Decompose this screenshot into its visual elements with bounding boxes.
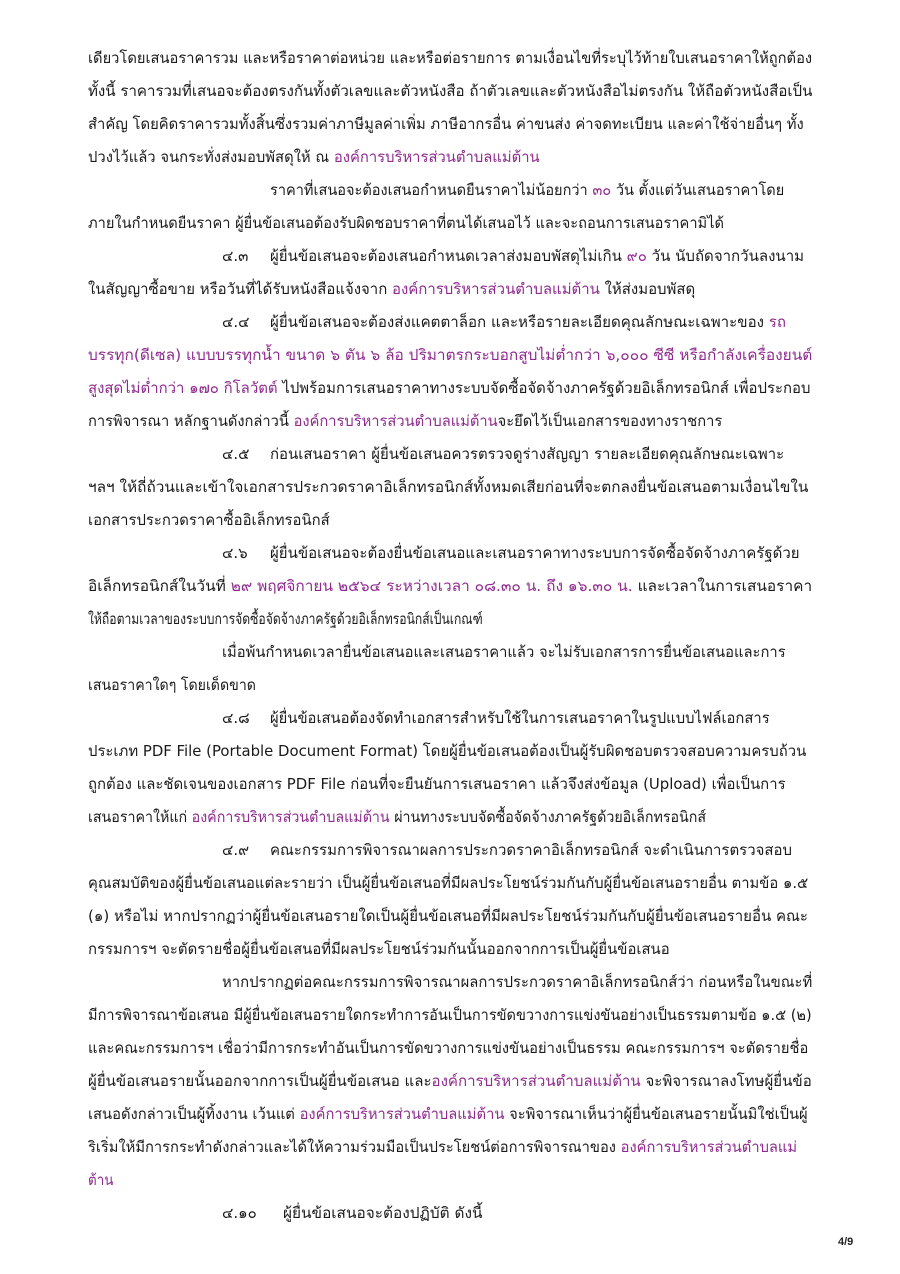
body-text: (๑) หรือไม่ หากปรากฏว่าผู้ยื่นข้อเสนอรายใดเป็นผู้ยื่นข้อเสนอที่มีผลประโยชน์ร่วมกันกับผู้ยื่นข้อเสนอรายอื่น คณะ <box>88 907 808 925</box>
body-text: ในสัญญาซื้อขาย หรือวันที่ได้รับหนังสือแจ้งจาก <box>88 280 392 298</box>
clause-number: ๔.๔ <box>222 313 250 331</box>
vehicle-spec: สูงสุดไม่ต่ำกว่า ๑๗๐ กิโลวัตต์ <box>88 379 278 397</box>
line-text <box>270 702 770 735</box>
body-text: และเวลาในการเสนอราคา <box>632 577 812 595</box>
body-text: ผู้ยื่นข้อเสนอจะต้องส่งแคตตาล็อก และหรือรายละเอียดคุณลักษณะเฉพาะของ <box>270 313 769 331</box>
org-name: องค์การบริหารส่วนตำบลแม่ต้าน <box>333 148 540 166</box>
body-text: จะยึดไว้เป็นเอกสารของทางราชการ <box>497 412 723 430</box>
body-text: ไปพร้อมการเสนอราคาทางระบบจัดซื้อจัดจ้างภาครัฐด้วยอิเล็กทรอนิกส์ เพื่อประกอบ <box>277 379 811 397</box>
body-text: และคณะกรรมการฯ เชื่อว่ามีการกระทำอันเป็นการขัดขวางการแข่งขันอย่างเป็นธรรม คณะกรรมการฯ จะตัดรายชื่อ <box>88 1039 809 1057</box>
body-text: ฯลฯ ให้ถี่ถ้วนและเข้าใจเอกสารประกวดราคาอิเล็กทรอนิกส์ทั้งหมดเสียก่อนที่จะตกลงยื่นข้อเสนอตามเงื่อนไขใน <box>88 478 809 496</box>
text-line <box>88 372 812 405</box>
line-text <box>88 504 330 537</box>
text-line <box>88 405 812 438</box>
clause-number: ๔.๕ <box>222 445 250 463</box>
line-text <box>283 1197 483 1230</box>
body-text: เสนอราคาใดๆ โดยเด็ดขาด <box>88 676 256 694</box>
body-text: ให้ถือตามเวลาของระบบการจัดซื้อจัดจ้างภาครัฐด้วยอิเล็กทรอนิกส์เป็นเกณฑ์ <box>88 610 483 628</box>
text-line <box>88 339 812 372</box>
text-line <box>88 240 812 273</box>
line-text <box>88 603 483 636</box>
line-text <box>88 141 540 174</box>
text-line <box>88 966 812 999</box>
page-number: 4/9 <box>838 1236 854 1248</box>
body-text: วัน นับถัดจากวันลงนาม <box>646 247 805 265</box>
line-text <box>88 75 812 108</box>
text-line <box>88 669 812 702</box>
body-text: มีการพิจารณาข้อเสนอ มีผู้ยื่นข้อเสนอรายใดกระทำการอันเป็นการขัดขวางการแข่งขันอย่างเป็นธรรมตามข้อ ๑.๕ (๒) <box>88 1006 812 1024</box>
text-line <box>88 504 812 537</box>
line-text <box>88 999 812 1032</box>
clause-number: ๔.๖ <box>222 544 248 562</box>
body-text: สำคัญ โดยคิดราคารวมทั้งสิ้นซึ่งรวมค่าภาษีมูลค่าเพิ่ม ภาษีอากรอื่น ค่าขนส่ง ค่าจดทะเบียน และค่าใช้จ่ายอื่นๆ ทั้ง <box>88 115 804 133</box>
body-text: ทั้งนี้ ราคารวมที่เสนอจะต้องตรงกันทั้งตัวเลขและตัวหนังสือ ถ้าตัวเลขและตัวหนังสือไม่ตรงกัน ให้ถือตัวหนังสือเป็น <box>88 82 812 100</box>
text-line <box>88 933 812 966</box>
vehicle-spec: รถ <box>768 313 787 331</box>
body-text: ผู้ยื่นข้อเสนอจะต้องปฏิบัติ ดังนี้ <box>283 1204 483 1222</box>
org-name: องค์การบริหารส่วนตำบลแม่ต้าน <box>299 1105 505 1123</box>
line-text <box>270 834 792 867</box>
clause-number: ๔.๑๐ <box>222 1204 257 1222</box>
body-text: ก่อนเสนอราคา ผู้ยื่นข้อเสนอควรตรวจดูร่างสัญญา รายละเอียดคุณลักษณะเฉพาะ <box>270 445 785 463</box>
body-text: ริเริ่มให้มีการกระทำดังกล่าวและได้ให้ความร่วมมือเป็นประโยชน์ต่อการพิจารณาของ <box>88 1138 621 1156</box>
body-text: เสนอราคาให้แก่ <box>88 808 192 826</box>
line-text <box>222 636 786 669</box>
line-text <box>88 1164 113 1197</box>
text-line <box>88 1164 812 1197</box>
line-text <box>88 108 804 141</box>
text-line <box>88 636 812 669</box>
line-text <box>222 966 812 999</box>
text-line <box>88 1032 812 1065</box>
body-text: เดียวโดยเสนอราคารวม และหรือราคาต่อหน่วย และหรือต่อรายการ ตามเงื่อนไขที่ระบุไว้ท้ายใบเสนอราคาให้ถูกต้อง <box>88 49 812 67</box>
body-text: จะพิจารณาเห็นว่าผู้ยื่นข้อเสนอรายนั้นมิใช่เป็นผู้ <box>504 1105 808 1123</box>
text-line <box>88 999 812 1032</box>
line-text <box>88 1131 797 1164</box>
clause-number: ๔.๓ <box>222 247 249 265</box>
price-validity-days: ๓๐ <box>592 181 612 199</box>
text-line <box>88 207 812 240</box>
line-text <box>88 570 812 603</box>
text-line <box>88 306 812 339</box>
text-line <box>88 1098 812 1131</box>
vehicle-spec: บรรทุก(ดีเซล) แบบบรรทุกน้ำ ขนาด ๖ ตัน ๖ ล้อ ปริมาตรกระบอกสูบไม่ต่ำกว่า ๖,๐๐๐ ซีซี หรือกำลังเครื่องยนต์ <box>88 346 812 364</box>
line-text <box>88 42 812 75</box>
body-text: อิเล็กทรอนิกส์ในวันที่ <box>88 577 231 595</box>
line-text <box>88 1032 808 1065</box>
text-line <box>88 834 812 867</box>
line-text <box>88 405 722 438</box>
line-text <box>270 438 784 471</box>
org-name: องค์การบริหารส่วนตำบลแม่ต้าน <box>391 280 600 298</box>
body-text: คณะกรรมการพิจารณาผลการประกวดราคาอิเล็กทรอนิกส์ จะดำเนินการตรวจสอบ <box>270 841 793 859</box>
body-text: วัน ตั้งแต่วันเสนอราคาโดย <box>611 181 785 199</box>
body-text: หากปรากฏต่อคณะกรรมการพิจารณาผลการประกวดราคาอิเล็กทรอนิกส์ว่า ก่อนหรือในขณะที่ <box>222 973 812 991</box>
org-name: องค์การบริหารส่วนตำบลแม่ต้าน <box>293 412 498 430</box>
line-text <box>88 768 786 801</box>
line-text <box>88 735 806 768</box>
body-text: ผู้ยื่นข้อเสนอต้องจัดทำเอกสารสำหรับใช้ในการเสนอราคาในรูปแบบไฟล์เอกสาร <box>270 709 770 727</box>
body-text: ภายในกำหนดยืนราคา ผู้ยื่นข้อเสนอต้องรับผิดชอบราคาที่ตนได้เสนอไว้ และจะถอนการเสนอราคามิได้ <box>88 214 725 232</box>
line-text <box>88 207 724 240</box>
body-text: เสนอดังกล่าวเป็นผู้ทิ้งงาน เว้นแต่ <box>88 1105 300 1123</box>
line-text <box>88 801 706 834</box>
body-text: ปวงไว้แล้ว จนกระทั่งส่งมอบพัสดุให้ ณ <box>88 148 334 166</box>
body-text: ผ่านทางระบบจัดซื้อจัดจ้างภาครัฐด้วยอิเล็กทรอนิกส์ <box>389 808 707 826</box>
org-name: ต้าน <box>88 1171 114 1189</box>
text-line <box>88 768 812 801</box>
text-line <box>88 900 812 933</box>
body-text: ถูกต้อง และชัดเจนของเอกสาร PDF File ก่อนที่จะยืนยันการเสนอราคา แล้วจึงส่งข้อมูล (Upload) เพื่อเป็นการ <box>88 775 786 793</box>
body-text: จะพิจารณาลงโทษผู้ยื่นข้อ <box>640 1072 812 1090</box>
line-text <box>88 669 256 702</box>
text-line <box>88 570 812 603</box>
text-line <box>88 801 812 834</box>
text-line <box>88 471 812 504</box>
line-text <box>270 240 804 273</box>
text-line <box>88 174 812 207</box>
line-text <box>270 174 784 207</box>
text-line <box>88 75 812 108</box>
text-line <box>88 702 812 735</box>
text-line <box>88 735 812 768</box>
text-line <box>88 603 812 636</box>
line-text <box>88 1065 812 1098</box>
body-text: กรรมการฯ จะตัดรายชื่อผู้ยื่นข้อเสนอที่มีผลประโยชน์ร่วมกันนั้นออกจากการเป็นผู้ยื่นข้อเสนอ <box>88 940 670 958</box>
body-text: ราคาที่เสนอจะต้องเสนอกำหนดยืนราคาไม่น้อยกว่า <box>270 181 593 199</box>
line-text <box>88 900 808 933</box>
line-text <box>88 339 812 372</box>
line-text <box>88 933 670 966</box>
text-line <box>88 537 812 570</box>
text-line <box>88 108 812 141</box>
body-text: เอกสารประกวดราคาซื้ออิเล็กทรอนิกส์ <box>88 511 330 529</box>
line-text <box>88 1098 808 1131</box>
clause-number: ๔.๘ <box>222 709 250 727</box>
body-text: การพิจารณา หลักฐานดังกล่าวนี้ <box>88 412 294 430</box>
body-text: ผู้ยื่นข้อเสนอรายนั้นออกจากการเป็นผู้ยื่นข้อเสนอ และ <box>88 1072 432 1090</box>
line-text <box>88 867 808 900</box>
body-text: ให้ส่งมอบพัสดุ <box>599 280 696 298</box>
text-line <box>88 1131 812 1164</box>
text-line <box>88 1065 812 1098</box>
text-line <box>88 867 812 900</box>
text-line <box>88 42 812 75</box>
text-line <box>88 438 812 471</box>
clause-number: ๔.๙ <box>222 841 250 859</box>
text-line <box>88 1197 812 1230</box>
line-text <box>88 471 808 504</box>
body-text: ผู้ยื่นข้อเสนอจะต้องเสนอกำหนดเวลาส่งมอบพัสดุไม่เกิน <box>270 247 627 265</box>
body-text: ประเภท PDF File (Portable Document Format) โดยผู้ยื่นข้อเสนอต้องเป็นผู้รับผิดชอบตรวจสอบความครบถ้วน <box>88 742 807 760</box>
body-text: คุณสมบัติของผู้ยื่นข้อเสนอแต่ละรายว่า เป็นผู้ยื่นข้อเสนอที่มีผลประโยชน์ร่วมกันกับผู้ยื่นข้อเสนอรายอื่น ตามข้อ ๑.๕ <box>88 874 809 892</box>
org-name: องค์การบริหารส่วนตำบลแม่ <box>620 1138 798 1156</box>
line-text <box>270 537 800 570</box>
line-text <box>270 306 786 339</box>
org-name: องค์การบริหารส่วนตำบลแม่ต้าน <box>191 808 390 826</box>
body-text: ผู้ยื่นข้อเสนอจะต้องยื่นข้อเสนอและเสนอราคาทางระบบการจัดซื้อจัดจ้างภาครัฐด้วย <box>270 544 800 562</box>
body-text: เมื่อพ้นกำหนดเวลายื่นข้อเสนอและเสนอราคาแล้ว จะไม่รับเอกสารการยื่นข้อเสนอและการ <box>222 643 786 661</box>
line-text <box>88 372 810 405</box>
org-name: องค์การบริหารส่วนตำบลแม่ต้าน <box>431 1072 641 1090</box>
delivery-days: ๙๐ <box>626 247 647 265</box>
line-text <box>88 273 695 306</box>
text-line <box>88 273 812 306</box>
text-line <box>88 141 812 174</box>
submission-date: ๒๙ พฤศจิกายน ๒๕๖๔ ระหว่างเวลา ๐๘.๓๐ น. ถึง ๑๖.๓๐ น. <box>230 577 633 595</box>
